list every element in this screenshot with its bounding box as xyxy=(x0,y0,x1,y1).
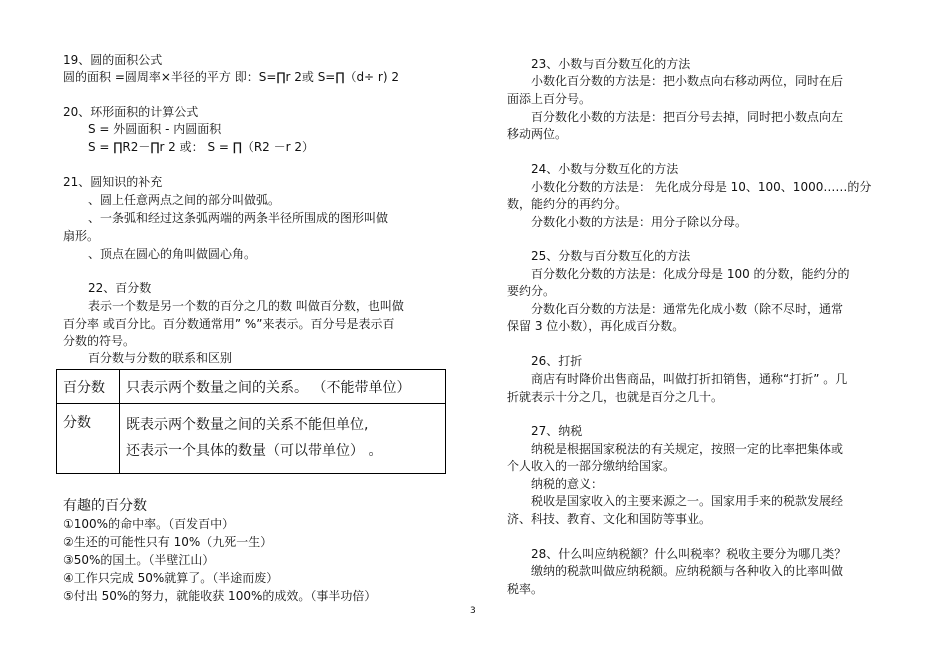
section-28-line: 税率。 xyxy=(507,582,544,596)
section-26-title: 26、打折 xyxy=(531,354,583,368)
section-20-line: S = 外圆面积 - 内圆面积 xyxy=(88,122,222,136)
table-cell-key: 分数 xyxy=(57,404,120,474)
section-28-title: 28、什么叫应纳税额？什么叫税率？税收主要分为哪几类？ xyxy=(531,547,847,561)
section-21-line: 、顶点在圆心的角叫做圆心角。 xyxy=(88,247,257,261)
section-22-line: 百分率 或百分比。百分数通常用” %”来表示。百分号是表示百 xyxy=(63,317,395,331)
section-25-line: 保留 3 位小数），再化成百分数。 xyxy=(507,319,685,333)
section-20-line: S = ∏R2－∏r 2 或： S = ∏（R2 －r 2） xyxy=(88,140,315,154)
section-27-line: 个人收入的一部分缴纳给国家。 xyxy=(507,459,676,473)
section-27-title: 27、纳税 xyxy=(531,424,583,438)
section-27-line: 税收是国家收入的主要来源之一。国家用手来的税款发展经 xyxy=(531,494,844,508)
section-25-line: 百分数化分数的方法是：化成分母是 100 的分数，能约分的 xyxy=(531,267,850,281)
section-21-line: 、一条弧和经过这条弧两端的两条半径所围成的图形叫做 xyxy=(88,211,389,225)
table-cell-value: 只表示两个数量之间的关系。 （不能带单位） xyxy=(120,370,446,404)
section-23-title: 23、小数与百分数互化的方法 xyxy=(531,57,691,71)
section-25-line: 分数化百分数的方法是：通常先化成小数（除不尽时，通常 xyxy=(531,302,844,316)
section-28-line: 缴纳的税款叫做应纳税额。应纳税额与各种收入的比率叫做 xyxy=(531,564,844,578)
section-24-title: 24、小数与分数互化的方法 xyxy=(531,162,679,176)
section-22-line: 分数的符号。 xyxy=(63,334,136,348)
section-25-title: 25、分数与百分数互化的方法 xyxy=(531,249,691,263)
section-22-line: 表示一个数是另一个数的百分之几的数 叫做百分数，也叫做 xyxy=(88,299,404,313)
section-23-line: 移动两位。 xyxy=(507,127,568,141)
section-20-title: 20、环形面积的计算公式 xyxy=(63,105,199,119)
section-27-line: 济、科技、教育、文化和国防等事业。 xyxy=(507,512,712,526)
section-19-line: 圆的面积 =圆周率×半径的平方 即：S=∏r 2或 S=∏（d÷ r) 2 xyxy=(63,70,399,84)
section-21-line: 扇形。 xyxy=(63,229,100,243)
list-item: ④工作只完成 50%就算了。（半途而废） xyxy=(63,571,279,585)
table-cell-line: 既表示两个数量之间的关系不能但单位, xyxy=(126,417,369,433)
section-26-line: 商店有时降价出售商品，叫做打折扣销售，通称“打折” 。几 xyxy=(531,372,848,386)
list-item: ①100%的命中率。（百发百中） xyxy=(63,517,235,531)
section-21-title: 21、圆知识的补充 xyxy=(63,175,163,189)
section-23-line: 小数化百分数的方法是：把小数点向右移动两位，同时在后 xyxy=(531,74,844,88)
section-21-line: 、圆上任意两点之间的部分叫做弧。 xyxy=(88,193,281,207)
table-cell-key: 百分数 xyxy=(57,370,120,404)
table-cell-value xyxy=(120,404,446,474)
comparison-table xyxy=(56,369,446,474)
section-22-line: 百分数与分数的联系和区别 xyxy=(88,351,233,365)
list-item: ③50%的国土。（半壁江山） xyxy=(63,553,215,567)
list-item: ⑤付出 50%的努力，就能收获 100%的成效。（事半功倍） xyxy=(63,589,377,603)
section-24-line: 数，能约分的再约分。 xyxy=(507,197,628,211)
table-row xyxy=(57,404,446,474)
table-cell-line: 还表示一个具体的数量（可以带单位） 。 xyxy=(126,443,383,459)
section-23-line: 百分数化小数的方法是：把百分号去掉，同时把小数点向左 xyxy=(531,110,844,124)
section-27-line: 纳税是根据国家税法的有关规定，按照一定的比率把集体或 xyxy=(531,442,844,456)
section-25-line: 要约分。 xyxy=(507,284,556,298)
section-27-line: 纳税的意义： xyxy=(531,477,604,491)
section-23-line: 面添上百分号。 xyxy=(507,92,592,106)
list-item: ②生还的可能性只有 10%（九死一生） xyxy=(63,535,273,549)
section-24-line: 分数化小数的方法是：用分子除以分母。 xyxy=(531,215,748,229)
section-19-title: 19、圆的面积公式 xyxy=(63,53,163,67)
table-row xyxy=(57,370,446,404)
section-22-title: 22、百分数 xyxy=(88,281,152,295)
section-24-line: 小数化分数的方法是： 先化成分母是 10、100、1000……的分 xyxy=(531,180,872,194)
page-number: 3 xyxy=(470,606,476,616)
section-26-line: 折就表示十分之几，也就是百分之几十。 xyxy=(507,390,724,404)
fun-percent-title: 有趣的百分数 xyxy=(63,498,147,514)
